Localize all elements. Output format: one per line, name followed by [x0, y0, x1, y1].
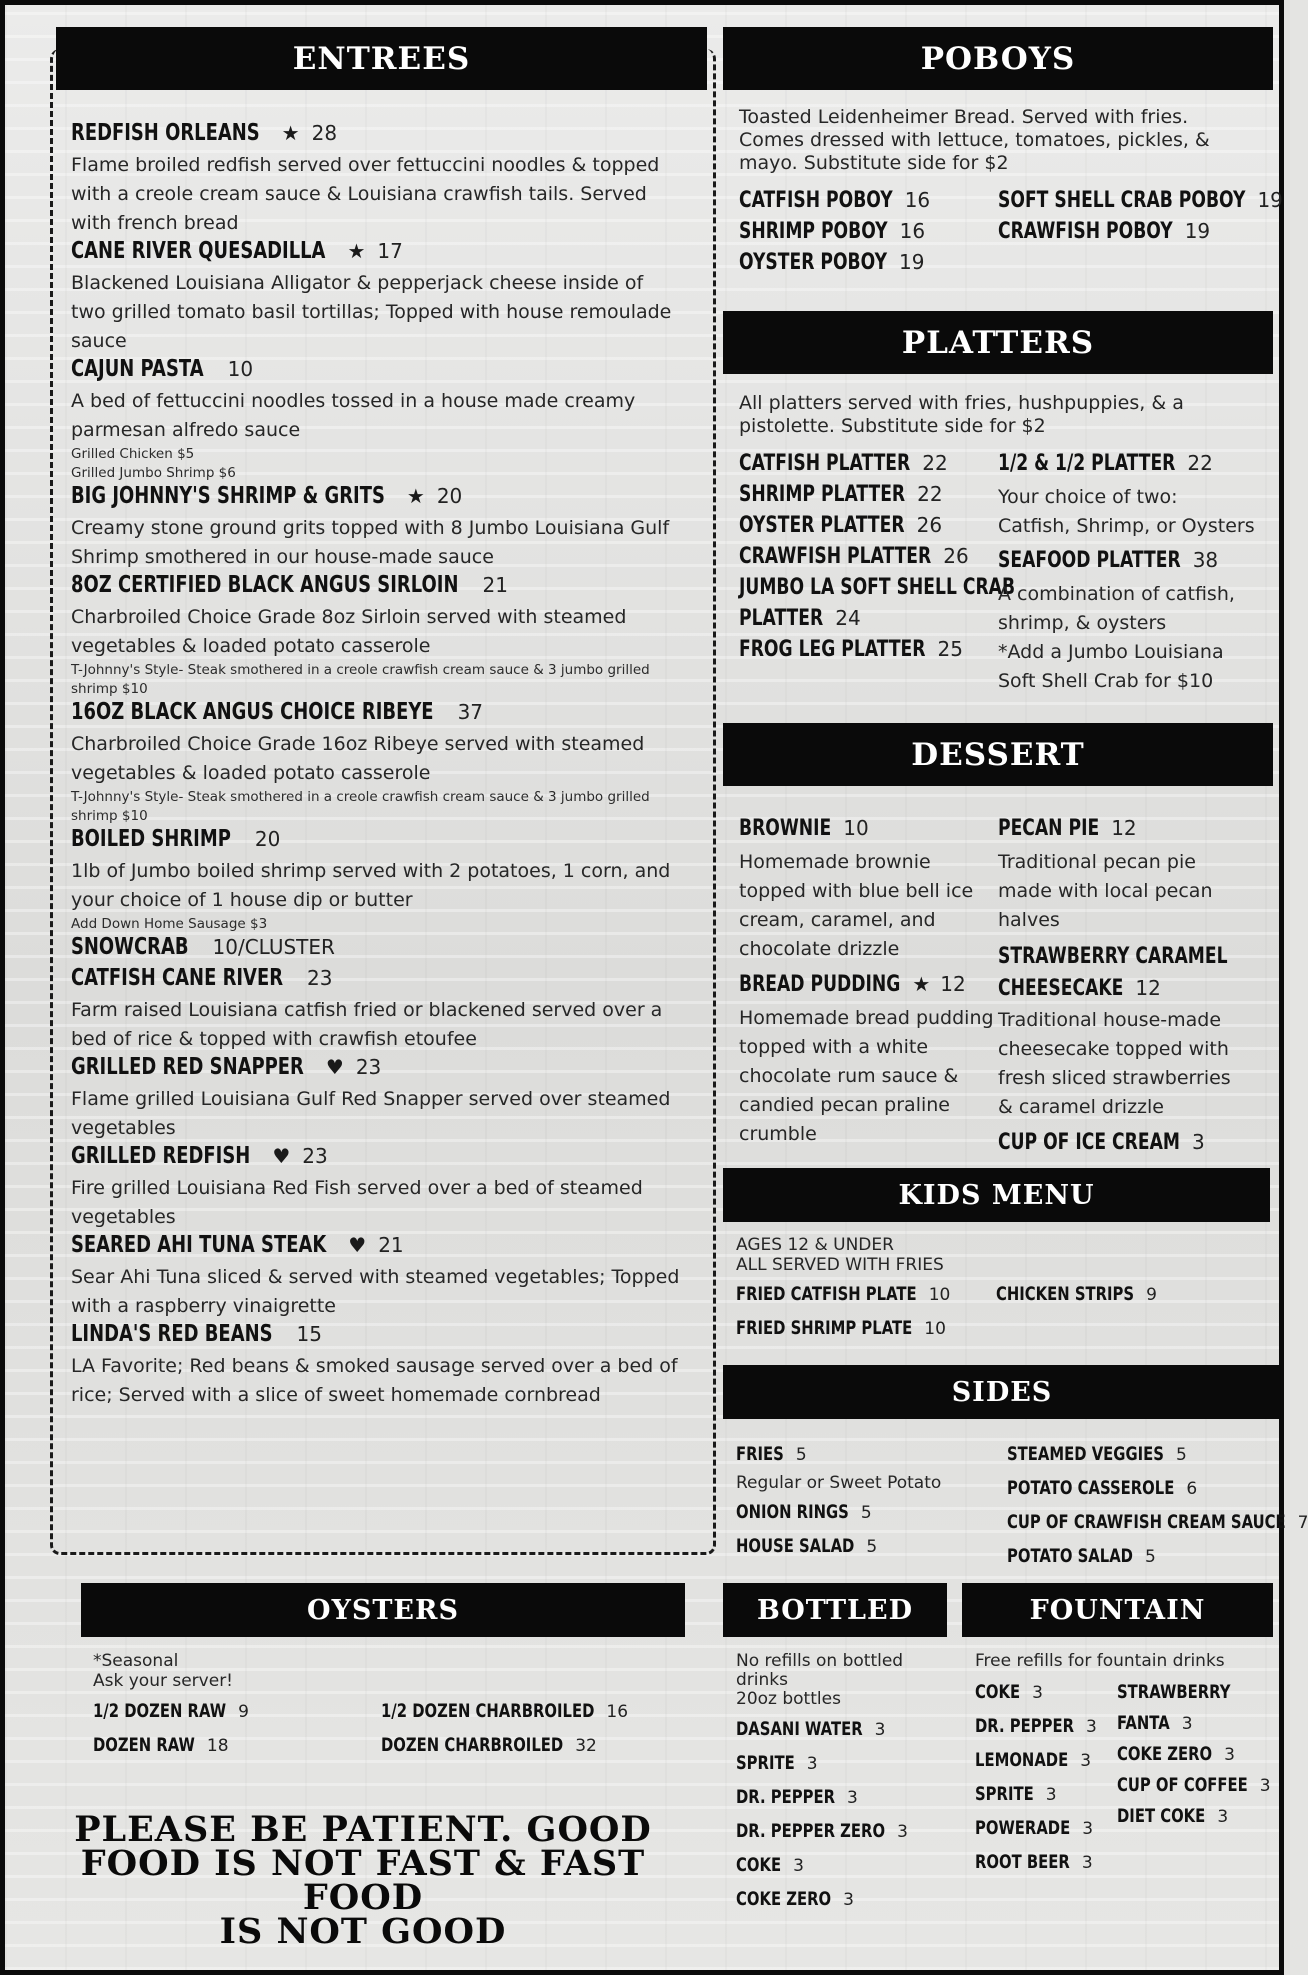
item-price: 7	[1297, 1513, 1308, 1533]
entree-addon-note: shrimp $10	[71, 681, 148, 697]
entree-heading	[71, 483, 701, 514]
star-icon: ★	[281, 121, 300, 145]
item-price: 38	[1192, 548, 1219, 572]
entree-description: with french bread	[71, 212, 239, 234]
item-name: 8OZ CERTIFIED BLACK ANGUS SIRLOIN	[71, 572, 459, 598]
entree-item	[71, 1232, 701, 1321]
entree-heading	[71, 356, 701, 387]
menu-item	[975, 1749, 1115, 1783]
entree-price-group	[262, 1144, 327, 1168]
fountain-left-list	[975, 1681, 1115, 1885]
item-price: 10	[227, 357, 254, 381]
item-price: 6	[1186, 1479, 1198, 1499]
item-price: 16	[904, 188, 931, 212]
menu-item	[381, 1734, 691, 1768]
item-name: COKE	[975, 1681, 1021, 1703]
entree-price-group	[397, 484, 462, 508]
star-icon: ★	[347, 239, 366, 263]
item-name: CRAWFISH POBOY	[998, 219, 1173, 244]
menu-item	[739, 188, 994, 219]
menu-item	[1117, 1774, 1277, 1805]
item-name: GRILLED RED SNAPPER	[71, 1054, 304, 1080]
menu-item	[1117, 1712, 1277, 1743]
item-price: 3	[1080, 1751, 1092, 1771]
item-price: 16	[899, 219, 926, 243]
item-price: 3	[1045, 1785, 1057, 1805]
item-price: 9	[238, 1702, 249, 1722]
sides-left-list	[736, 1501, 996, 1569]
item-price: 3	[1224, 1745, 1235, 1765]
item-price: 16	[606, 1702, 629, 1722]
item-price: 3	[806, 1754, 818, 1774]
item-price: 22	[917, 482, 943, 506]
entree-item	[71, 699, 701, 826]
entree-heading	[71, 572, 701, 603]
entree-heading	[71, 699, 701, 730]
item-name: SPRITE	[975, 1783, 1034, 1805]
menu-item	[1007, 1477, 1282, 1511]
entree-heading	[71, 1321, 701, 1352]
oysters-note: *Seasonal Ask your server!	[93, 1651, 233, 1691]
entree-description: Charbroiled Choice Grade 8oz Sirloin served with steamed	[71, 606, 627, 628]
item-price: 3	[1082, 1819, 1094, 1839]
heart-icon: ♥	[348, 1233, 367, 1257]
entree-addon-note: T-Johnny's Style- Steak smothered in a creole crawfish cream sauce & 3 jumbo grilled	[71, 789, 650, 805]
item-price: 5	[1144, 1547, 1156, 1567]
entree-description: Creamy stone ground grits topped with 8 Jumbo Louisiana Gulf	[71, 517, 670, 539]
bottled-header: BOTTLED	[723, 1583, 947, 1637]
menu-item	[739, 219, 994, 250]
item-price: 19	[1257, 188, 1283, 212]
entree-addon-note: Grilled Jumbo Shrimp $6	[71, 465, 236, 481]
oysters-header: OYSTERS	[81, 1583, 685, 1637]
menu-item	[736, 1854, 956, 1888]
item-name: JUMBO LA SOFT SHELL CRAB	[739, 575, 1016, 600]
oysters-left-list	[93, 1700, 373, 1768]
menu-item	[736, 1752, 956, 1786]
menu-item	[736, 1501, 996, 1535]
fountain-note: Free refills for fountain drinks	[975, 1651, 1225, 1671]
item-name: 16OZ BLACK ANGUS CHOICE RIBEYE	[71, 699, 434, 725]
item-price: 5	[860, 1503, 872, 1523]
poboys-right-list	[998, 188, 1283, 250]
item-price: 22	[1187, 451, 1213, 475]
item-price: 3	[1181, 1714, 1193, 1734]
item-name: BROWNIE	[739, 816, 832, 841]
entree-heading	[71, 934, 701, 965]
menu-item	[739, 513, 999, 544]
entree-item	[71, 934, 701, 965]
item-price: 9	[1146, 1285, 1157, 1305]
item-name: HOUSE SALAD	[736, 1535, 855, 1557]
entree-heading	[71, 965, 701, 996]
menu-item	[975, 1783, 1115, 1817]
kids-menu-header: KIDS MENU	[723, 1168, 1270, 1222]
item-price: 17	[377, 239, 403, 263]
item-price: 10	[924, 1319, 946, 1339]
item-price: 20	[436, 484, 463, 508]
menu-item	[996, 1283, 1266, 1317]
menu-item	[739, 575, 1016, 606]
item-price: 10	[928, 1285, 951, 1305]
kids-right-list	[996, 1283, 1266, 1317]
menu-item	[739, 250, 994, 281]
item-price: 24	[835, 606, 861, 630]
entree-description: vegetables	[71, 1206, 176, 1228]
item-name: BIG JOHNNY'S SHRIMP & GRITS	[71, 483, 385, 509]
item-name: 1/2 DOZEN CHARBROILED	[381, 1700, 595, 1722]
entrees-list	[71, 120, 701, 1410]
item-name: CUP OF COFFEE	[1117, 1774, 1248, 1796]
item-name: FANTA	[1117, 1712, 1170, 1734]
bottled-note: No refills on bottled drinks 20oz bottles	[736, 1651, 904, 1709]
item-name: CANE RIVER QUESADILLA	[71, 238, 326, 264]
item-name: POTATO SALAD	[1007, 1545, 1133, 1567]
menu-item	[93, 1700, 373, 1734]
item-name: LEMONADE	[975, 1749, 1069, 1771]
item-price: 3	[897, 1822, 908, 1842]
menu-item	[975, 1681, 1115, 1715]
item-price: 3	[1191, 1130, 1205, 1154]
fountain-right-list	[1117, 1681, 1277, 1836]
entree-heading	[71, 1143, 701, 1174]
entree-price-group	[337, 239, 402, 263]
entree-heading	[71, 826, 701, 857]
item-name: OYSTER POBOY	[739, 250, 888, 275]
dessert-cheesecake: STRAWBERRY CARAMEL CHEESECAKE 12 Traditional house-made cheesecake topped with fresh sliced strawberries & caramel drizzle	[998, 944, 1231, 1118]
item-price: 21	[378, 1233, 404, 1257]
item-name: COKE ZERO	[1117, 1743, 1213, 1765]
entree-addon-note: Grilled Chicken $5	[71, 446, 195, 462]
item-price: 3	[1217, 1807, 1229, 1827]
platters-header: PLATTERS	[723, 311, 1273, 374]
entree-item	[71, 572, 701, 699]
menu-item	[1117, 1805, 1277, 1836]
item-price: 15	[296, 1322, 322, 1346]
entree-description: 1lb of Jumbo boiled shrimp served with 2 potatoes, 1 corn, and	[71, 860, 671, 882]
entree-description: parmesan alfredo sauce	[71, 419, 301, 441]
item-price: 23	[302, 1144, 328, 1168]
item-price: 12	[1111, 816, 1137, 840]
menu-item	[736, 1820, 956, 1854]
item-name: BOILED SHRIMP	[71, 826, 231, 852]
item-name: DR. PEPPER	[736, 1786, 836, 1808]
item-price: 5	[866, 1537, 878, 1557]
item-name: REDFISH ORLEANS	[71, 120, 260, 146]
platters-left-list	[739, 451, 1016, 668]
item-price: 3	[1032, 1683, 1043, 1703]
item-price: 12	[1135, 976, 1161, 1000]
entree-item	[71, 1321, 701, 1410]
item-price: 25	[937, 637, 963, 661]
item-name: STEAMED VEGGIES	[1007, 1443, 1164, 1465]
entree-item	[71, 1143, 701, 1232]
dessert-pecan-pie: PECAN PIE 12 Traditional pecan pie made with local pecan halves	[998, 816, 1213, 931]
item-name: FRIES	[736, 1443, 784, 1465]
item-price: 19	[899, 250, 925, 274]
entree-price-group	[216, 357, 253, 381]
entree-description: Flame broiled redfish served over fettuccini noodles & topped	[71, 154, 660, 176]
entree-heading	[71, 238, 701, 269]
entree-price-group	[295, 966, 332, 990]
entree-item	[71, 356, 701, 483]
dessert-ice-cream	[998, 1130, 1268, 1162]
kids-note: AGES 12 & UNDER ALL SERVED WITH FRIES	[736, 1235, 944, 1275]
dessert-bread-pudding: BREAD PUDDING ★ 12 Homemade bread pudding topped with a white chocolate rum sauce & candied pecan praline crumble	[739, 972, 994, 1145]
entree-addon-note: shrimp $10	[71, 808, 148, 824]
entree-price-group	[446, 700, 483, 724]
item-name: DOZEN CHARBROILED	[381, 1734, 564, 1756]
item-price: 20	[254, 827, 281, 851]
fountain-header: FOUNTAIN	[962, 1583, 1273, 1637]
item-name: FRIED SHRIMP PLATE	[736, 1317, 913, 1339]
item-name: SPRITE	[736, 1752, 795, 1774]
entree-description: with a raspberry vinaigrette	[71, 1295, 336, 1317]
item-price: 12	[940, 972, 966, 996]
entree-description: Fire grilled Louisiana Red Fish served over a bed of steamed	[71, 1177, 643, 1199]
item-name: DIET COKE	[1117, 1805, 1206, 1827]
item-name: STRAWBERRY CARAMEL	[998, 944, 1228, 969]
item-price: 23	[355, 1055, 382, 1079]
item-name: FROG LEG PLATTER	[739, 637, 926, 662]
entree-heading	[71, 1232, 701, 1263]
entree-price-group	[470, 573, 507, 597]
item-name: ONION RINGS	[736, 1501, 849, 1523]
item-name: SEAFOOD PLATTER	[998, 548, 1181, 573]
item-name: DR. PEPPER	[975, 1715, 1075, 1737]
item-price: 26	[916, 513, 943, 537]
menu-item	[736, 1888, 956, 1922]
item-price: 37	[457, 700, 484, 724]
item-name: CHICKEN STRIPS	[996, 1283, 1135, 1305]
item-name: CRAWFISH PLATTER	[739, 544, 932, 569]
entree-price-group	[201, 935, 335, 959]
entree-item	[71, 1054, 701, 1143]
item-name: PLATTER	[739, 606, 824, 631]
item-name: SOFT SHELL CRAB POBOY	[998, 188, 1246, 213]
menu-item	[93, 1734, 373, 1768]
menu-item	[736, 1283, 996, 1317]
entree-description: sauce	[71, 330, 127, 352]
oysters-right-list	[381, 1700, 691, 1768]
menu-item	[975, 1851, 1115, 1885]
item-name: COKE	[736, 1854, 782, 1876]
item-name: SEARED AHI TUNA STEAK	[71, 1232, 327, 1258]
entree-description: rice; Served with a slice of sweet homemade cornbread	[71, 1384, 601, 1406]
menu-item	[739, 606, 999, 637]
entree-description: vegetables & loaded potato casserole	[71, 762, 431, 784]
entree-price-group	[272, 121, 337, 145]
item-name: PECAN PIE	[998, 816, 1100, 841]
item-name: SHRIMP PLATTER	[739, 482, 906, 507]
heart-icon: ♥	[325, 1055, 344, 1079]
entree-item	[71, 965, 701, 1054]
menu-item	[739, 544, 999, 575]
sides-header: SIDES	[723, 1365, 1281, 1419]
item-name: COKE ZERO	[736, 1888, 832, 1910]
seafood-platter: SEAFOOD PLATTER 38 A combination of catfish, shrimp, & oysters *Add a Jumbo Louisiana Soft Shell Crab for $10	[998, 548, 1235, 692]
entree-description: A bed of fettuccini noodles tossed in a house made creamy	[71, 390, 636, 412]
entree-description: Sear Ahi Tuna sliced & served with steamed vegetables; Topped	[71, 1266, 680, 1288]
entree-price-group	[338, 1233, 403, 1257]
bottled-list	[736, 1718, 956, 1922]
entree-description: LA Favorite; Red beans & smoked sausage served over a bed of	[71, 1355, 678, 1377]
entree-item	[71, 826, 701, 934]
dessert-brownie: BROWNIE 10 Homemade brownie topped with blue bell ice cream, caramel, and chocolate drizzle	[739, 816, 974, 960]
kids-left-list	[736, 1283, 996, 1351]
menu-item	[736, 1718, 956, 1752]
entree-description: with a creole cream sauce & Louisiana crawfish tails. Served	[71, 183, 647, 205]
item-price: 22	[922, 451, 948, 475]
entree-price-group	[243, 827, 280, 851]
item-price: 3	[847, 1788, 858, 1808]
item-price: 26	[943, 544, 969, 568]
entree-heading	[71, 120, 701, 151]
item-price: 3	[793, 1856, 804, 1876]
entree-description: bed of rice & topped with crawfish etoufee	[71, 1028, 477, 1050]
sides-fries: FRIES 5 Regular or Sweet Potato	[736, 1443, 942, 1493]
item-price: 3	[843, 1890, 854, 1910]
entree-description: vegetables & loaded potato casserole	[71, 635, 431, 657]
entree-description: Blackened Louisiana Alligator & pepperjack cheese inside of	[71, 272, 644, 294]
item-price: 3	[1086, 1717, 1097, 1737]
dessert-header: DESSERT	[723, 723, 1273, 786]
item-price: 32	[575, 1736, 597, 1756]
item-price: 18	[206, 1736, 229, 1756]
poboys-left-list	[739, 188, 994, 281]
entree-description: Farm raised Louisiana catfish fried or blackened served over a	[71, 999, 663, 1021]
slogan: PLEASE BE PATIENT. GOOD FOOD IS NOT FAST & FAST FOOD IS NOT GOOD	[74, 1809, 652, 1952]
item-name: CUP OF ICE CREAM	[998, 1130, 1180, 1155]
item-name: CHEESECAKE	[998, 976, 1124, 1001]
item-name: DASANI WATER	[736, 1718, 863, 1740]
item-price: 21	[482, 573, 508, 597]
item-name: POWERADE	[975, 1817, 1071, 1839]
entree-item	[71, 483, 701, 572]
menu-item	[1007, 1545, 1282, 1579]
menu-item	[739, 482, 999, 513]
menu-item	[998, 219, 1268, 250]
menu-item	[998, 188, 1283, 219]
menu-item	[1007, 1511, 1308, 1545]
item-name: GRILLED REDFISH	[71, 1143, 251, 1169]
heart-icon: ♥	[272, 1144, 291, 1168]
entree-description: your choice of 1 house dip or butter	[71, 889, 413, 911]
item-price: 23	[307, 966, 333, 990]
menu-item	[1117, 1681, 1277, 1712]
menu-item	[736, 1786, 956, 1820]
star-icon: ★	[912, 972, 931, 996]
item-price: 10	[843, 816, 869, 840]
entree-description: Charbroiled Choice Grade 16oz Ribeye served with steamed	[71, 733, 645, 755]
menu-item	[1007, 1443, 1282, 1477]
item-name: CATFISH CANE RIVER	[71, 965, 284, 991]
entree-item	[71, 238, 701, 356]
menu-item	[736, 1535, 996, 1569]
star-icon: ★	[406, 484, 425, 508]
item-name: POTATO CASSEROLE	[1007, 1477, 1175, 1499]
half-half-platter: 1/2 & 1/2 PLATTER 22 Your choice of two: Catfish, Shrimp, or Oysters	[998, 451, 1255, 537]
item-price: 3	[1081, 1853, 1093, 1873]
item-name: SHRIMP POBOY	[739, 219, 888, 244]
entree-heading	[71, 1054, 701, 1085]
item-price: 3	[874, 1720, 886, 1740]
item-name: SNOWCRAB	[71, 934, 189, 960]
item-name: 1/2 & 1/2 PLATTER	[998, 451, 1176, 476]
item-name: BREAD PUDDING	[739, 972, 901, 997]
item-price: 28	[311, 121, 338, 145]
entree-item	[71, 120, 701, 238]
item-name: DOZEN RAW	[93, 1734, 195, 1756]
menu-item	[736, 1317, 996, 1351]
entree-price-group	[285, 1322, 322, 1346]
item-name: CATFISH PLATTER	[739, 451, 911, 476]
menu-item	[739, 451, 999, 482]
entree-addon-note: Add Down Home Sausage $3	[71, 916, 268, 932]
item-name: CAJUN PASTA	[71, 356, 204, 382]
entree-description: vegetables	[71, 1117, 176, 1139]
item-price: 19	[1184, 219, 1211, 243]
item-price: 5	[1175, 1445, 1187, 1465]
entree-description: two grilled tomato basil tortillas; Topped with house remoulade	[71, 301, 672, 323]
platters-note: All platters served with fries, hushpuppies, & a pistolette. Substitute side for $2	[739, 392, 1184, 437]
entree-description: Flame grilled Louisiana Gulf Red Snapper served over steamed	[71, 1088, 671, 1110]
entree-description: Shrimp smothered in our house-made sauce	[71, 546, 494, 568]
item-name: CATFISH POBOY	[739, 188, 893, 213]
sides-right-list	[1007, 1443, 1308, 1579]
item-name: 1/2 DOZEN RAW	[93, 1700, 227, 1722]
item-name: FRIED CATFISH PLATE	[736, 1283, 917, 1305]
poboys-note: Toasted Leidenheimer Bread. Served with fries. Comes dressed with lettuce, tomatoes, pickles, & mayo. Substitute side for $2	[739, 106, 1210, 174]
item-name: ROOT BEER	[975, 1851, 1070, 1873]
item-name: LINDA'S RED BEANS	[71, 1321, 273, 1347]
entree-addon-note: T-Johnny's Style- Steak smothered in a creole crawfish cream sauce & 3 jumbo grilled	[71, 662, 650, 678]
poboys-header: POBOYS	[723, 27, 1273, 90]
item-price: 3	[1259, 1776, 1271, 1796]
menu-item	[975, 1715, 1115, 1749]
item-name: STRAWBERRY	[1117, 1681, 1231, 1703]
entrees-header: ENTREES	[56, 27, 707, 90]
item-name: DR. PEPPER ZERO	[736, 1820, 886, 1842]
entree-price-group	[316, 1055, 381, 1079]
item-name: OYSTER PLATTER	[739, 513, 905, 538]
item-price: 10/CLUSTER	[212, 935, 335, 959]
menu-item	[739, 637, 999, 668]
menu-item	[975, 1817, 1115, 1851]
item-name: CUP OF CRAWFISH CREAM SAUCE	[1007, 1511, 1286, 1533]
item-price: 5	[795, 1445, 807, 1465]
menu-item	[1117, 1743, 1277, 1774]
menu-item	[381, 1700, 691, 1734]
